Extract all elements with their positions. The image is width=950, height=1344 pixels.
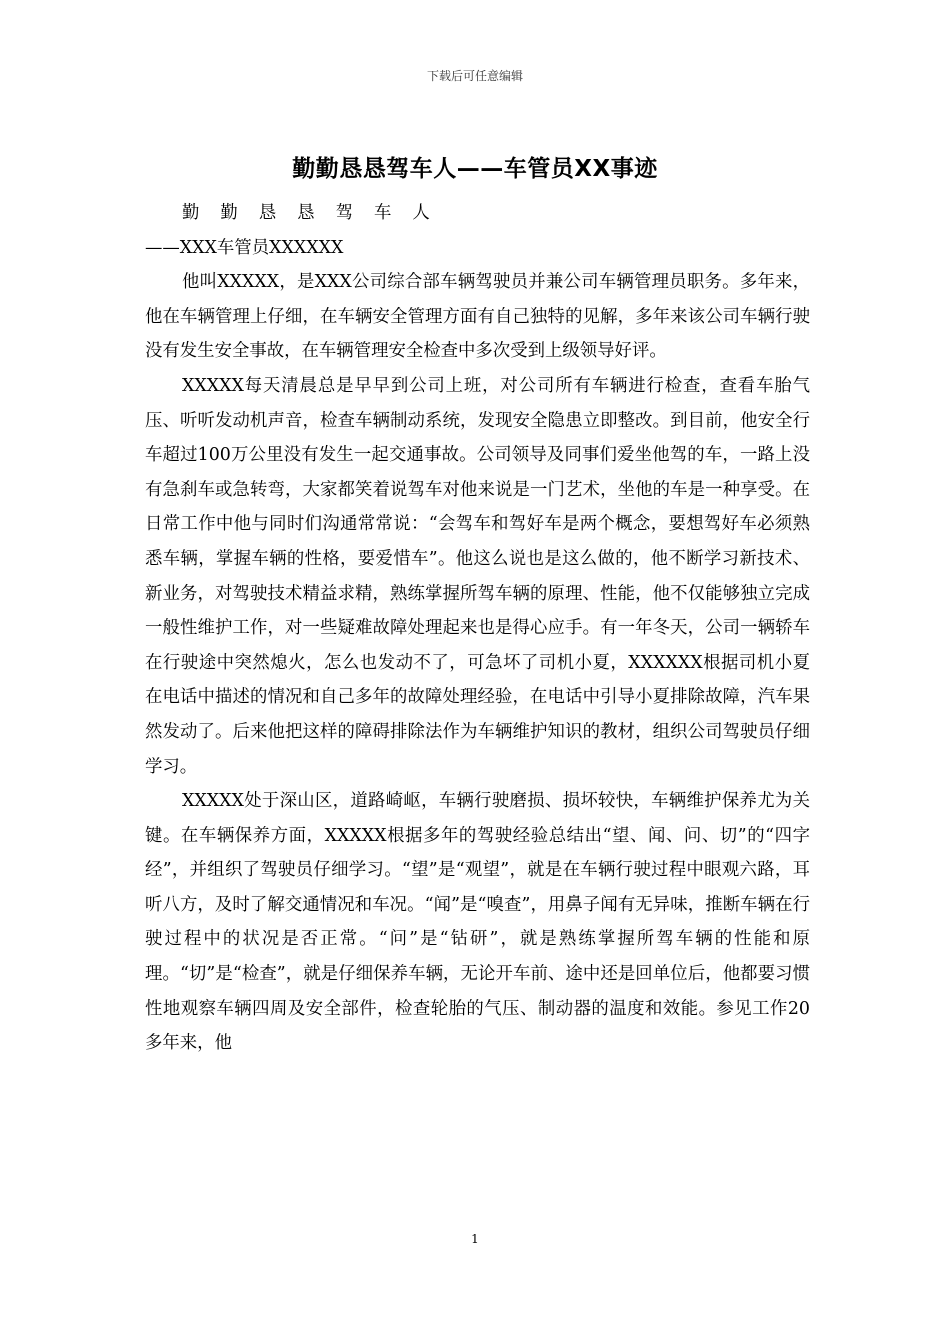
page-header: 下载后可任意编辑 xyxy=(426,69,523,83)
document-title: 勤勤恳恳驾车人——车管员XX事迹 xyxy=(292,156,658,182)
paragraph: XXXXX处于深山区，道路崎岖，车辆行驶磨损、损坏较快，车辆维护保养尤为关键。在车辆保养方面，XXXXX根据多年的驾驶经验总结出“望、闻、问、切”的“四字经”，并组织了驾驶员仔细学习。“望”是“观望”，就是在车辆行驶过程中眼观六路，耳听八方，及时了解交通情况和车况。“闻”是“嗅查”，用鼻子闻有无异味，推断车辆在行驶过程中的状况是否正常。“问”是“钻研”，就是熟练掌握所驾车辆的性能和原理。“切”是“检查”，就是仔细保养车辆，无论开车前、途中还是回单位后，他都要习惯性地观察车辆四周及安全部件，检查轮胎的气压、制动器的温度和效能。参见工作20多年来，他 xyxy=(145,791,810,1054)
paragraph: 他叫XXXXX，是XXX公司综合部车辆驾驶员并兼公司车辆管理员职务。多年来，他在车辆管理上仔细，在车辆安全管理方面有自己独特的见解，多年来该公司车辆行驶没有发生安全事故，在车辆管理安全检查中多次受到上级领导好评。 xyxy=(145,272,810,362)
document-byline: ——XXX车管员XXXXXX xyxy=(145,237,344,258)
paragraph: XXXXX每天清晨总是早早到公司上班，对公司所有车辆进行检查，查看车胎气压、听听发动机声音，检查车辆制动系统，发现安全隐患立即整改。到目前，他安全行车超过100万公里没有发生一起交通事故。公司领导及同事们爱坐他驾的车，一路上没有急刹车或急转弯，大家都笑着说驾车对他来说是一门艺术，坐他的车是一种享受。在日常工作中他与同时们沟通常常说：“会驾车和驾好车是两个概念，要想驾好车必须熟悉车辆，掌握车辆的性格，要爱惜车”。他这么说也是这么做的，他不断学习新技术、新业务，对驾驶技术精益求精，熟练掌握所驾车辆的原理、性能，他不仅能够独立完成一般性维护工作，对一些疑难故障处理起来也是得心应手。有一年冬天，公司一辆轿车在行驶途中突然熄火，怎么也发动不了，可急坏了司机小夏，XXXXXX根据司机小夏在电话中描述的情况和自己多年的故障处理经验，在电话中引导小夏排除故障，汽车果然发动了。后来他把这样的障碍排除法作为车辆维护知识的教材，组织公司驾驶员仔细学习。 xyxy=(145,375,810,777)
document-subtitle: 勤勤恳恳驾车人 xyxy=(182,203,451,223)
document-body xyxy=(145,196,810,1061)
page-number: 1 xyxy=(471,1232,479,1246)
